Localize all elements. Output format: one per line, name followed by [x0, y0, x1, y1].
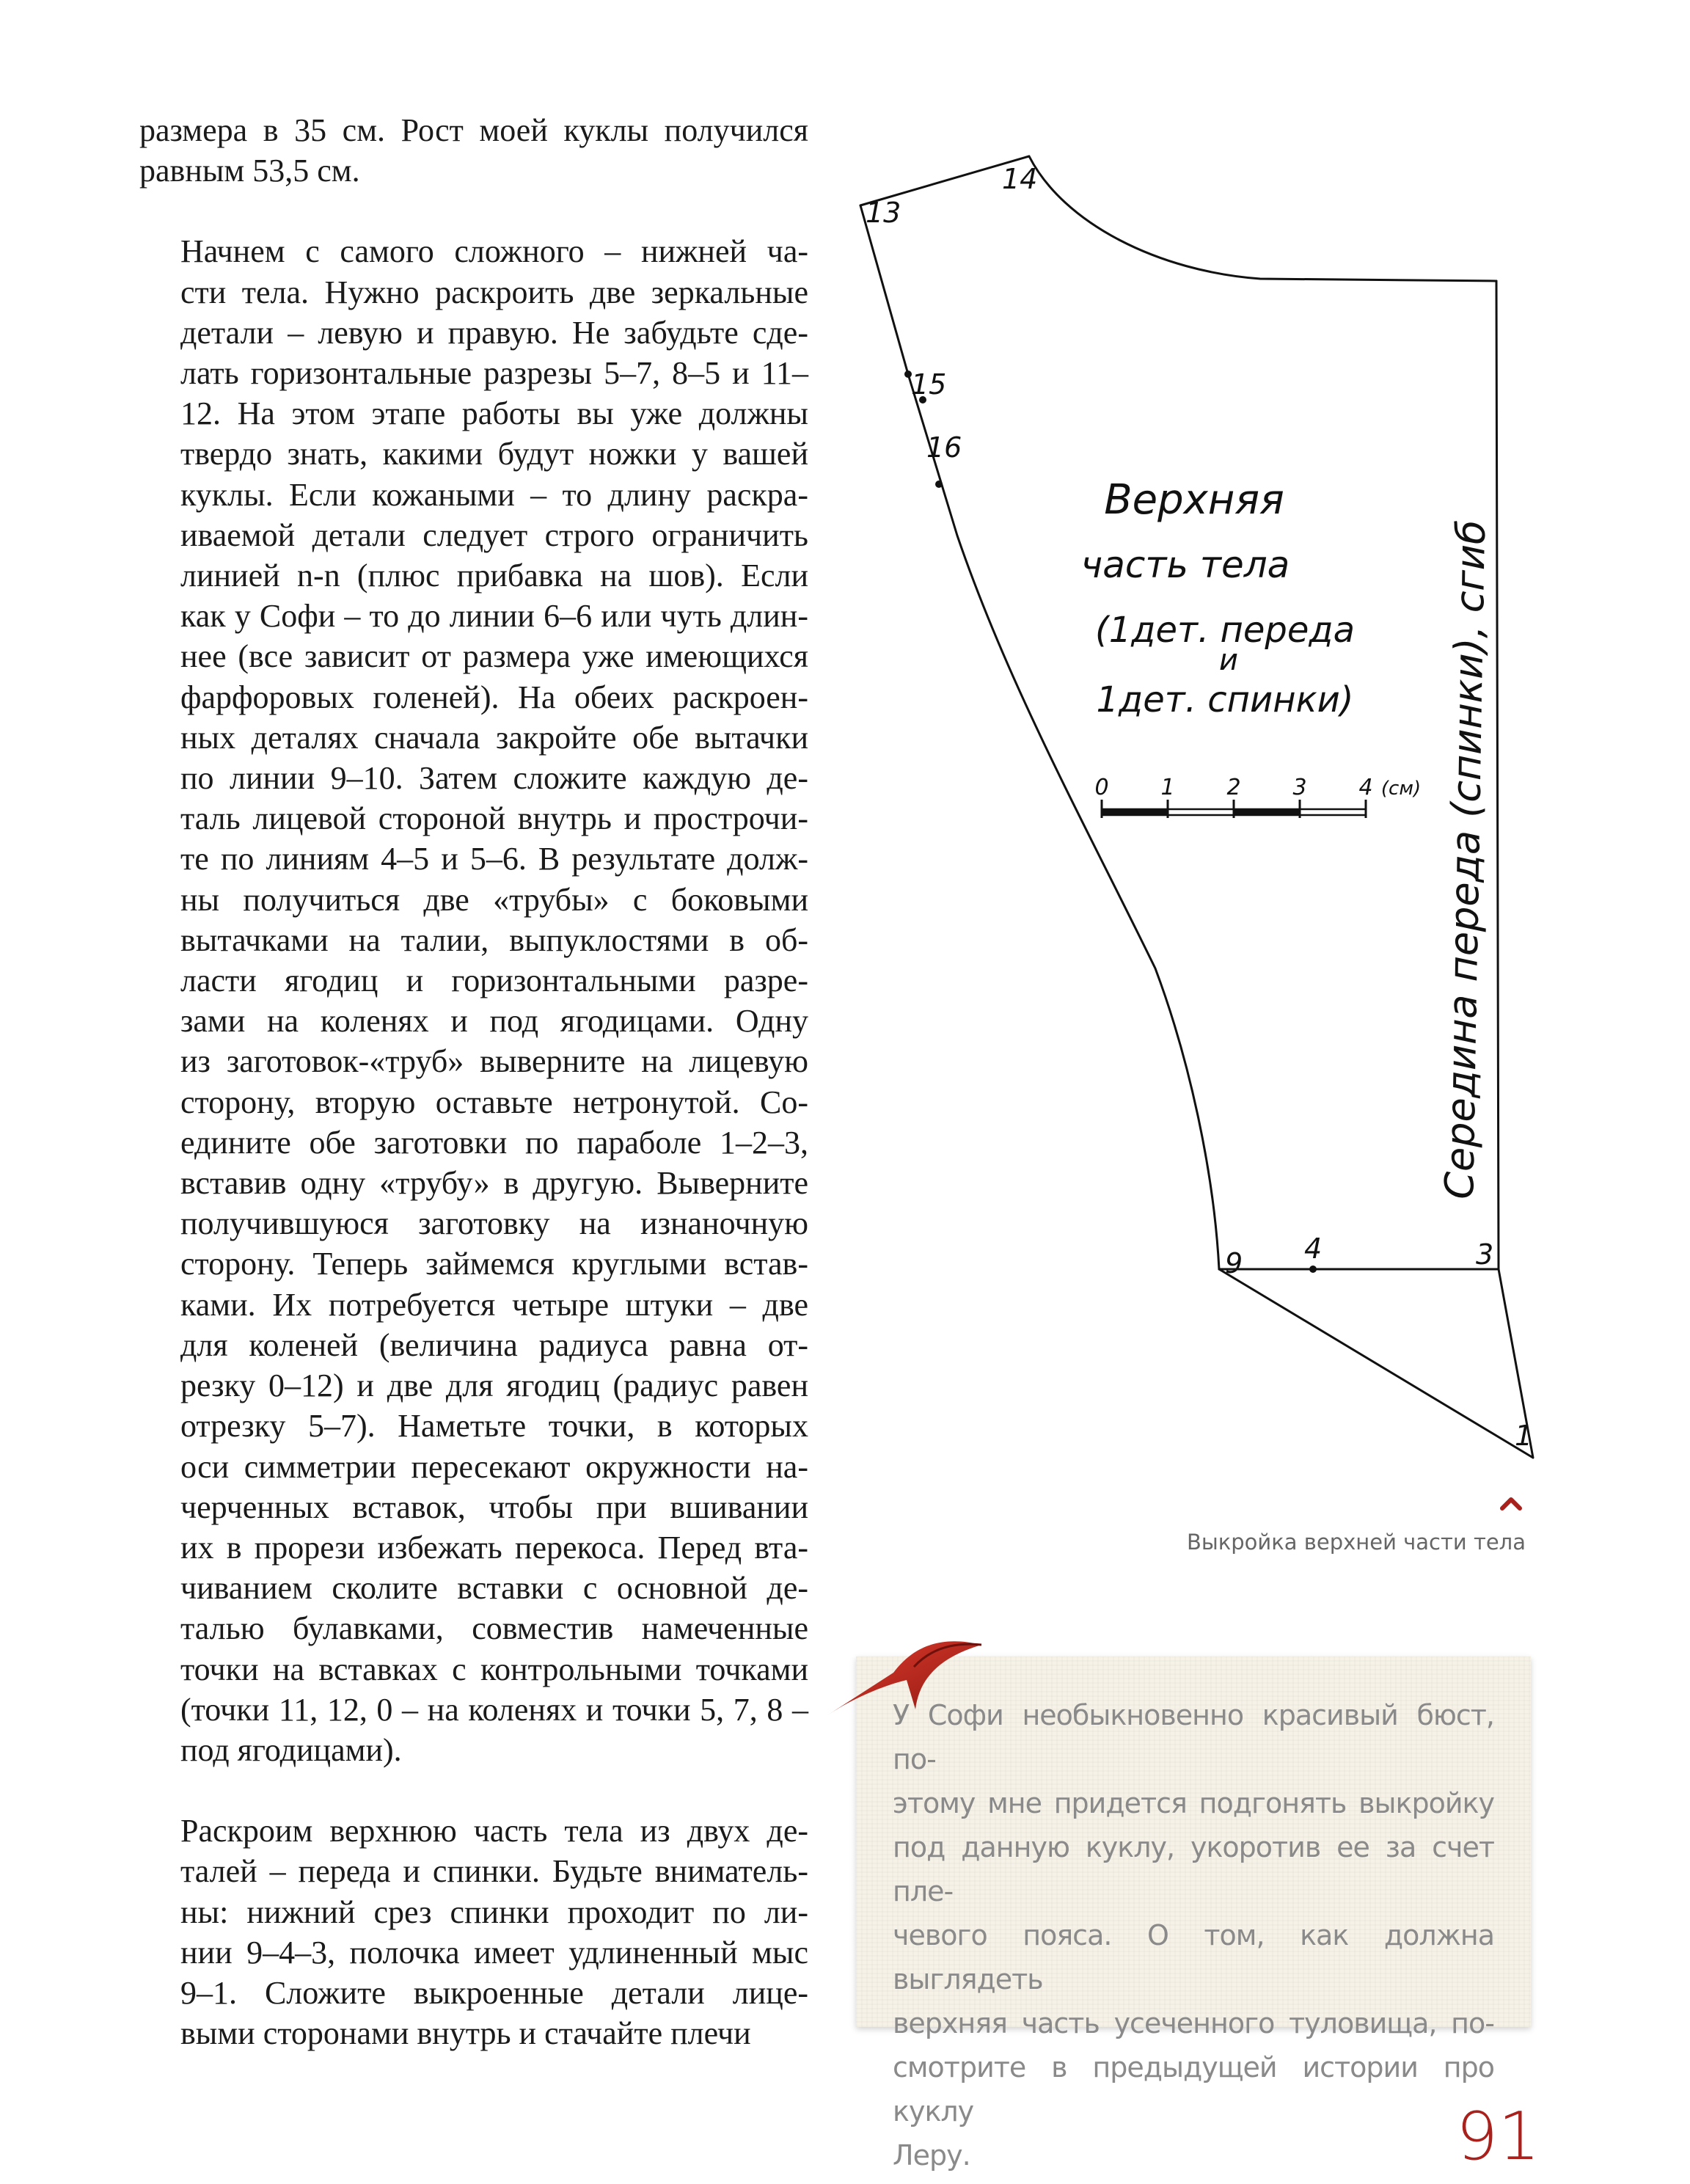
- text-line: чевого пояса. О том, как должна выглядеть: [893, 1919, 1494, 1995]
- text-line: точки на вставках с контрольными точками: [180, 1651, 808, 1687]
- text-line: (точки 11, 12, 0 – на коленях и точки 5, 7, 8 –: [180, 1691, 808, 1728]
- ribbon-bookmark-icon: [820, 1629, 985, 1724]
- scale-tick-2: 2: [1226, 775, 1241, 800]
- point-label-4: 4: [1304, 1232, 1323, 1265]
- text-line: отрезку 5–7). Наметьте точки, в которых: [180, 1408, 808, 1445]
- pattern-title-line-1: Верхняя: [1104, 476, 1284, 524]
- fold-label: Середина переда (спинки), сгиб: [1436, 519, 1495, 1200]
- scale-tick-1: 1: [1160, 775, 1175, 800]
- point-label-3: 3: [1476, 1238, 1494, 1271]
- text-line: фарфоровых голеней). На обеих раскроен-: [180, 679, 808, 715]
- point-label-13: 13: [866, 197, 901, 229]
- text-line: сти тела. Нужно раскроить две зеркальные: [180, 274, 808, 310]
- text-line: ны получиться две «трубы» с боковыми: [180, 881, 808, 918]
- text-line: линией n-n (плюс прибавка на шов). Если: [180, 558, 808, 594]
- pattern-detail-line-3: 1дет. спинки): [1096, 679, 1354, 720]
- scale-tick-0: 0: [1094, 775, 1109, 800]
- text-line: нее (все зависит от размера уже имеющихся: [180, 638, 808, 675]
- text-line: из заготовок-«труб» выверните на лицевую: [180, 1043, 808, 1080]
- text-line: оси симметрии пересекают окружности на-: [180, 1448, 808, 1485]
- caret-up-icon: [1496, 1488, 1526, 1517]
- text-line: сторону. Теперь займемся круглыми встав-: [180, 1246, 808, 1282]
- text-line: ласти ягодиц и горизонтальными разре-: [180, 963, 808, 999]
- scale-unit: (см): [1380, 778, 1422, 800]
- text-line: вытачками на талии, выпуклостями в об-: [180, 921, 808, 958]
- text-line: как у Софи – то до линии 6–6 или чуть длин-: [180, 598, 808, 635]
- text-line: верхняя часть усеченного туловища, по-: [893, 2007, 1494, 2039]
- side-seam: [860, 205, 1219, 1269]
- pattern-title-line-2: часть тела: [1080, 544, 1290, 586]
- pattern-svg: [844, 143, 1533, 1478]
- text-line: размера в 35 см. Рост моей куклы получился: [139, 112, 808, 148]
- scale-tick-4: 4: [1358, 775, 1373, 800]
- paragraph-2: [139, 231, 808, 1770]
- text-line: 9–1. Сложите выкроенные детали лице-: [180, 1974, 808, 2011]
- text-line: едините обе заготовки по параболе 1–2–3,: [180, 1124, 808, 1161]
- pattern-detail-line-1: (1дет. переда: [1095, 610, 1355, 651]
- front-extension: [1219, 1269, 1533, 1458]
- text-line: таль лицевой стороной внутрь и прострочи-: [180, 800, 808, 837]
- text-line: ками. Их потребуется четыре штуки – две: [180, 1286, 808, 1323]
- text-line: зами на коленях и под ягодицами. Одну: [180, 1003, 808, 1040]
- text-line: чиванием сколите вставки с основной де-: [180, 1570, 808, 1607]
- text-line: 12. На этом этапе работы вы уже должны: [180, 395, 808, 432]
- scale-bar: [1094, 775, 1421, 818]
- pattern-drawing: [844, 143, 1533, 1478]
- text-line: иваемой детали следует строго ограничить: [180, 516, 808, 553]
- text-line: У Софи необыкновенно красивый бюст, по-: [893, 1699, 1494, 1775]
- point-label-16: 16: [926, 431, 962, 464]
- point-label-9: 9: [1225, 1247, 1243, 1279]
- text-line: их в прорези избежать перекоса. Перед вта-: [180, 1529, 808, 1566]
- text-line: вставив одну «трубу» в другую. Выверните: [180, 1165, 808, 1202]
- text-line: детали – левую и правую. Не забудьте сде-: [180, 314, 808, 351]
- text-line: Начнем с самого сложного – нижней ча-: [180, 233, 808, 270]
- neck-curve: [1029, 156, 1496, 281]
- text-line: ных деталях сначала закройте обе вытачки: [180, 719, 808, 756]
- page-number: 91: [1456, 2098, 1540, 2175]
- text-line: этому мне придется подгонять выкройку: [893, 1787, 1494, 1819]
- text-line: резку 0–12) и две для ягодиц (радиус равен: [180, 1367, 808, 1404]
- scale-tick-3: 3: [1292, 775, 1307, 800]
- text-line: твердо знать, какими будут ножки у вашей: [180, 436, 808, 472]
- point-label-15: 15: [911, 368, 947, 401]
- text-line: талей – переда и спинки. Будьте вниматель-: [180, 1853, 808, 1890]
- text-line: получившуюся заготовку на изнаночную: [180, 1205, 808, 1242]
- text-line: под ягодицами).: [180, 1731, 402, 1768]
- text-line: нии 9–4–3, полочка имеет удлиненный мыс: [180, 1934, 808, 1971]
- paragraph-3: [139, 1811, 808, 2053]
- text-line: под данную куклу, укоротив ее за счет пле-: [893, 1831, 1494, 1907]
- text-line: смотрите в предыдущей истории про куклу: [893, 2051, 1494, 2128]
- text-line: Раскроим верхнюю часть тела из двух де-: [180, 1813, 808, 1849]
- fold-line: [1496, 281, 1499, 1269]
- pattern-detail-line-2: и: [1219, 643, 1238, 677]
- figure-caption: Выкройка верхней части тела: [1186, 1530, 1526, 1555]
- text-line: те по линиям 4–5 и 5–6. В результате долж-: [180, 841, 808, 877]
- text-line: куклы. Если кожаными – то длину раскра-: [180, 476, 808, 513]
- text-line: выми сторонами внутрь и стачайте плечи: [180, 2015, 751, 2052]
- text-line: равным 53,5 см.: [139, 153, 360, 189]
- text-line: ны: нижний срез спинки проходит по ли-: [180, 1893, 808, 1930]
- point-label-14: 14: [1002, 163, 1038, 195]
- text-line: по линии 9–10. Затем сложите каждую де-: [180, 760, 808, 797]
- text-line: для коленей (величина радиуса равна от-: [180, 1326, 808, 1363]
- text-line: сторону, вторую оставьте нетронутой. Со-: [180, 1084, 808, 1120]
- paragraph-1: [139, 110, 808, 191]
- note-text: [893, 1693, 1494, 2177]
- point-label-1: 1: [1515, 1420, 1533, 1452]
- text-line: Леру.: [893, 2139, 970, 2172]
- text-line: черченных вставок, чтобы при вшивании: [180, 1489, 808, 1525]
- body-text-column: [139, 110, 808, 2094]
- text-line: талью булавками, совместив намеченные: [180, 1610, 808, 1647]
- text-line: лать горизонтальные разрезы 5–7, 8–5 и 11–: [180, 355, 808, 392]
